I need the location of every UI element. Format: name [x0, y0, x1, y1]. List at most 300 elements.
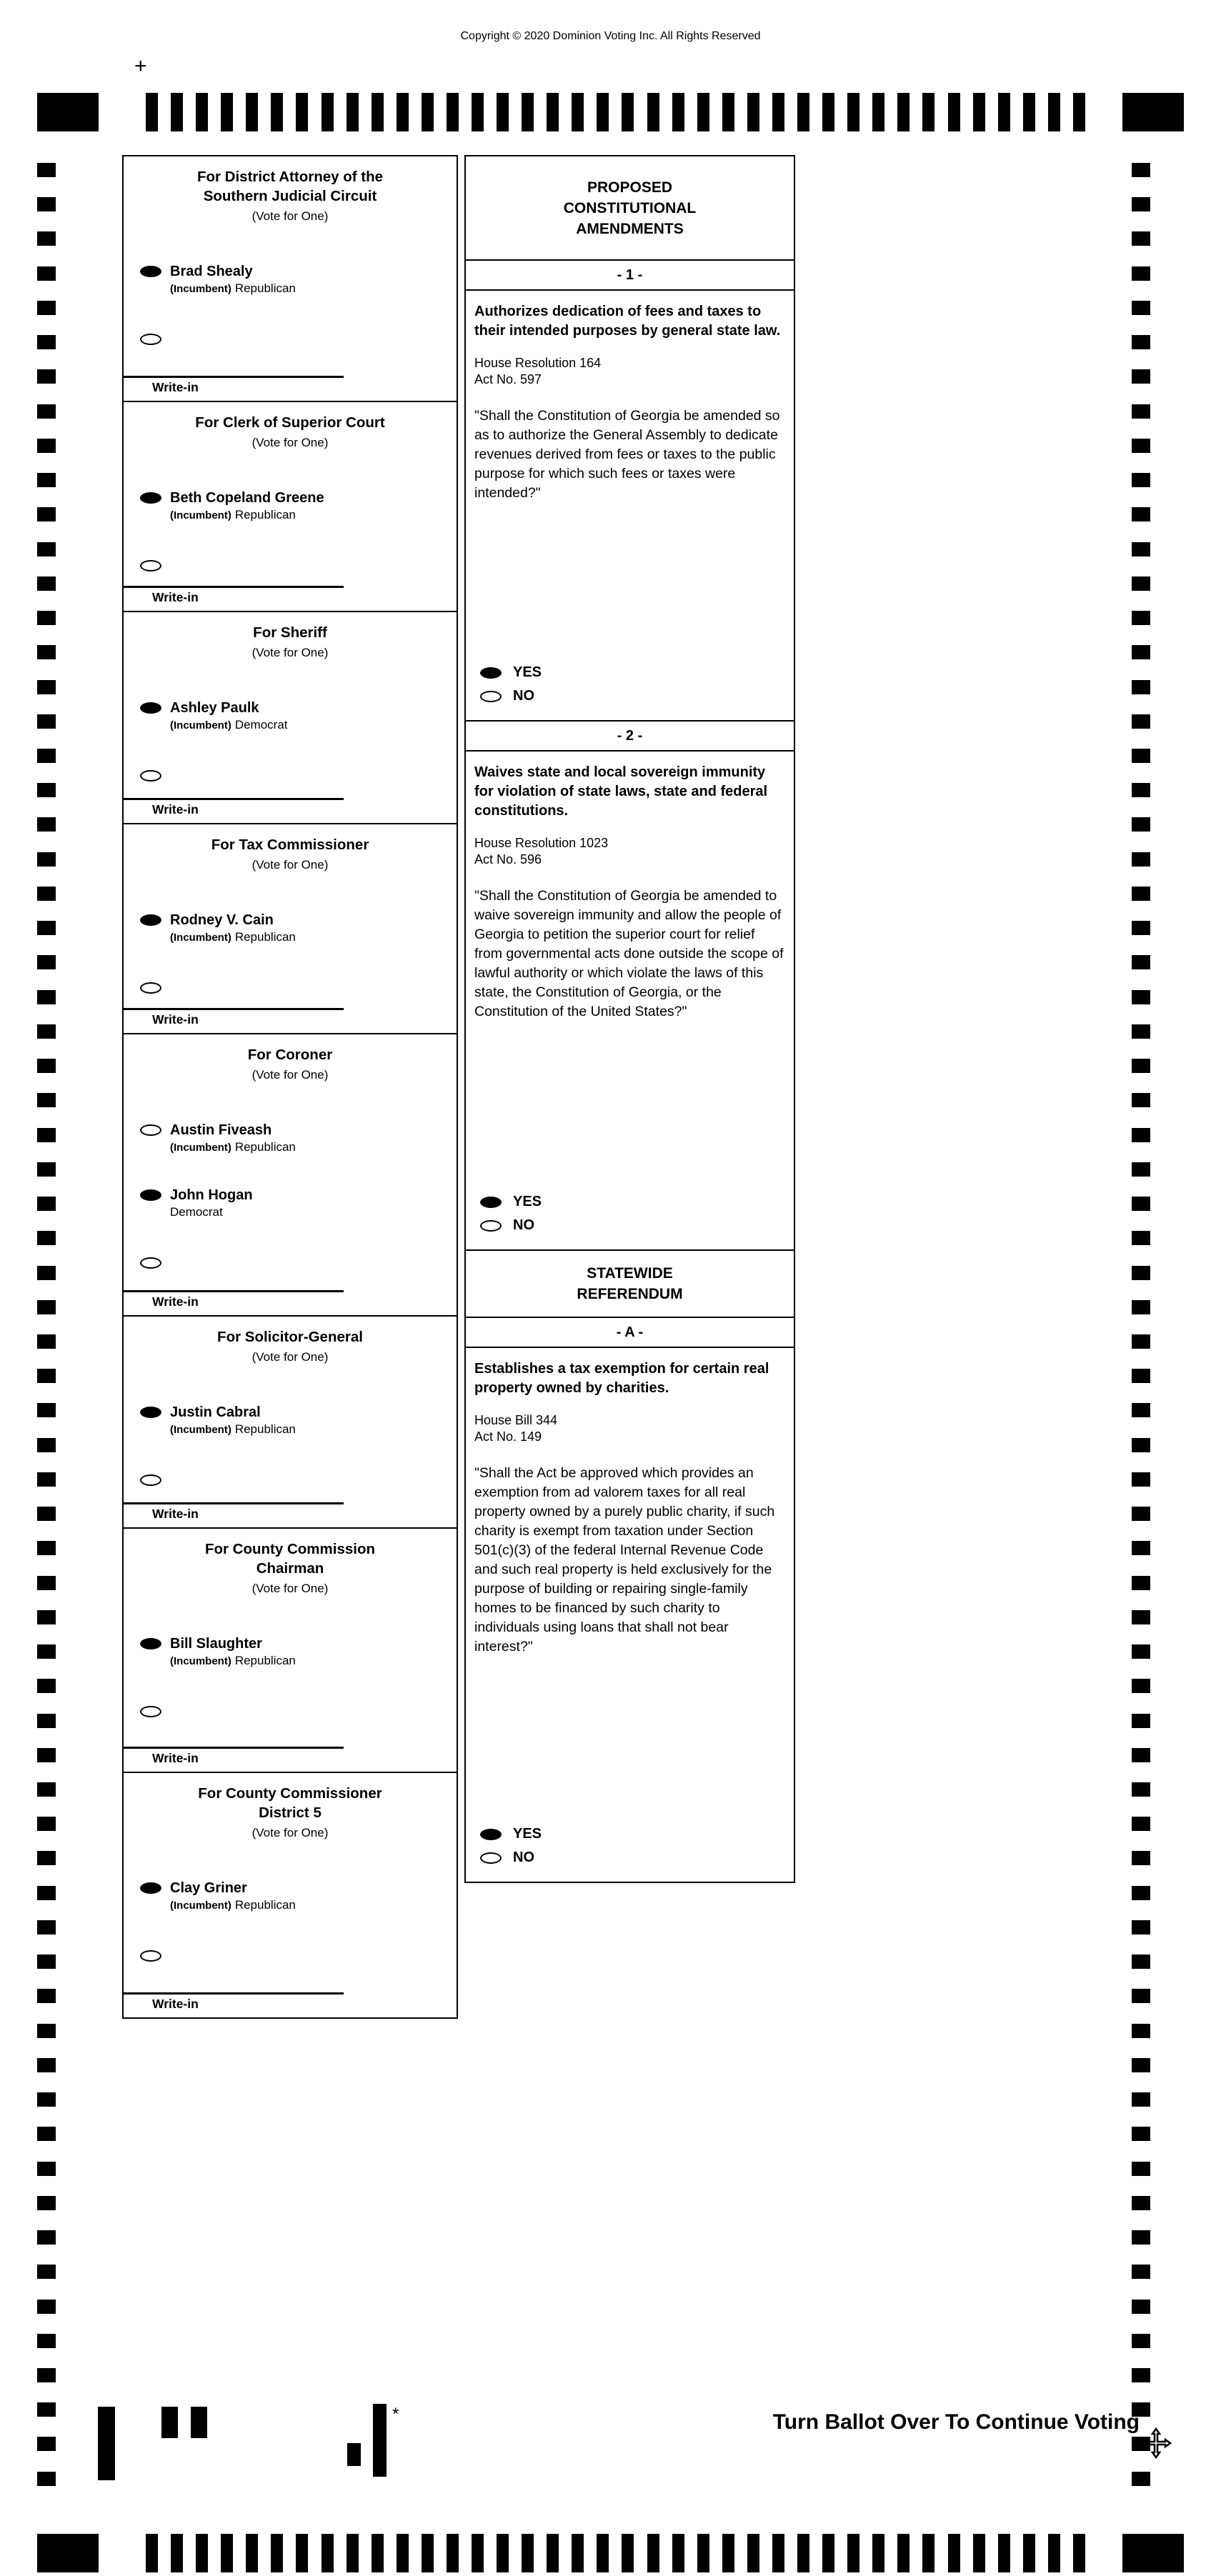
timing-mark — [37, 2024, 56, 2038]
timing-mark — [872, 2534, 884, 2572]
timing-mark — [37, 2472, 56, 2486]
timing-mark — [1132, 2196, 1150, 2210]
candidate-name: Brad Shealy — [170, 264, 253, 279]
timing-mark — [37, 1334, 56, 1349]
timing-mark — [146, 2534, 158, 2572]
vote-for-instruction: (Vote for One) — [251, 436, 329, 449]
timing-mark — [1132, 1886, 1150, 1900]
contest-title: For District Attorney of the — [196, 169, 384, 185]
timing-mark — [1132, 301, 1150, 315]
write-in-label: Write-in — [152, 802, 199, 817]
write-in-bubble[interactable] — [140, 982, 161, 994]
measure-number: - 1 - — [466, 261, 794, 291]
vote-for-instruction: (Vote for One) — [251, 1582, 329, 1595]
timing-mark — [1132, 507, 1150, 521]
timing-mark — [1132, 1507, 1150, 1521]
timing-mark — [897, 2534, 909, 2572]
timing-mark — [37, 2300, 56, 2314]
contest — [122, 1772, 458, 2019]
section-header-line: AMENDMENTS — [576, 220, 684, 237]
timing-mark — [37, 887, 56, 901]
timing-corner-block — [1122, 93, 1184, 131]
timing-mark — [37, 1817, 56, 1831]
contest-header — [124, 1529, 457, 1596]
section-header-line: CONSTITUTIONAL — [563, 199, 697, 216]
timing-mark — [572, 93, 584, 131]
timing-mark — [1132, 369, 1150, 384]
timing-mark — [1132, 473, 1150, 487]
timing-mark — [772, 93, 784, 131]
party-label: Republican — [234, 1654, 296, 1667]
timing-mark — [1132, 1093, 1150, 1107]
timing-mark — [1132, 645, 1150, 659]
timing-mark — [37, 231, 56, 246]
timing-mark — [146, 93, 158, 131]
timing-mark — [37, 1955, 56, 1969]
right-timing-column — [1132, 163, 1150, 2486]
timing-mark — [1132, 680, 1150, 694]
contest-header — [124, 612, 457, 660]
timing-mark — [647, 93, 659, 131]
timing-mark — [271, 2534, 283, 2572]
timing-mark — [622, 93, 634, 131]
candidate-detail — [170, 1898, 296, 1912]
timing-mark — [246, 93, 258, 131]
contest-header — [124, 1773, 457, 1840]
timing-mark — [822, 2534, 834, 2572]
timing-mark — [37, 2127, 56, 2141]
timing-mark — [847, 93, 859, 131]
option-label: NO — [513, 688, 534, 704]
timing-mark — [246, 2534, 258, 2572]
vote-for-instruction: (Vote for One) — [251, 1826, 329, 1839]
contest-header — [124, 156, 457, 224]
timing-mark — [171, 93, 183, 131]
candidate-name: Austin Fiveash — [170, 1122, 272, 1138]
vote-for-instruction: (Vote for One) — [251, 858, 329, 872]
candidate-text — [170, 1636, 296, 1668]
timing-mark — [1132, 404, 1150, 419]
top-timing-bars — [146, 93, 1085, 131]
timing-mark — [622, 2534, 634, 2572]
vote-bubble-filled[interactable] — [480, 1829, 502, 1840]
timing-mark — [1132, 611, 1150, 625]
copyright-notice: Copyright © 2020 Dominion Voting Inc. All Rights Reserved — [460, 30, 761, 42]
vote-bubble-filled[interactable] — [140, 914, 161, 926]
measure-summary: Establishes a tax exemption for certain real property owned by charities. — [474, 1361, 769, 1396]
measure-question: "Shall the Constitution of Georgia be amended so as to authorize the General Assembly to dedicate revenues derived from fees or taxes to the public purpose for which such fees or taxes were intended?" — [474, 408, 780, 501]
timing-mark — [37, 680, 56, 694]
timing-mark — [472, 93, 484, 131]
timing-mark — [1132, 1541, 1150, 1555]
option-label: NO — [513, 1849, 534, 1865]
measure-option — [466, 1826, 794, 1842]
ballot-measure — [464, 1317, 795, 1883]
ballot-code-mark — [161, 2407, 178, 2438]
timing-mark — [1132, 2334, 1150, 2348]
timing-mark — [37, 2402, 56, 2417]
timing-mark — [37, 507, 56, 521]
timing-mark — [37, 2230, 56, 2245]
measure-reference-line: House Resolution 1023 — [474, 836, 609, 850]
candidate-option — [124, 1636, 457, 1668]
timing-mark — [37, 2368, 56, 2382]
timing-mark — [322, 93, 334, 131]
timing-mark — [1132, 783, 1150, 797]
registration-plus-mark: + — [134, 54, 147, 78]
write-in-option — [124, 331, 457, 349]
write-in-option — [124, 558, 457, 575]
measure-option — [466, 688, 794, 704]
measure-reference-line: House Resolution 164 — [474, 356, 602, 370]
vote-bubble-empty[interactable] — [480, 691, 502, 702]
contest-title: For Clerk of Superior Court — [195, 414, 385, 431]
timing-mark — [37, 1059, 56, 1073]
timing-mark — [1132, 1679, 1150, 1693]
measures-column — [464, 155, 795, 1883]
contest — [122, 611, 458, 824]
timing-mark — [1132, 2300, 1150, 2314]
timing-mark — [1132, 1644, 1150, 1659]
bottom-timing-row — [37, 2534, 1184, 2572]
timing-mark — [37, 1231, 56, 1245]
vote-bubble-empty[interactable] — [140, 1124, 161, 1136]
timing-mark — [37, 1507, 56, 1521]
timing-mark — [37, 335, 56, 349]
vote-bubble-filled[interactable] — [140, 1638, 161, 1649]
candidate-detail — [170, 281, 296, 296]
measures-section-header — [464, 155, 795, 261]
timing-mark — [1132, 852, 1150, 867]
write-in-block — [124, 1290, 457, 1315]
write-in-option — [124, 1948, 457, 1965]
timing-mark — [37, 1300, 56, 1314]
write-in-label: Write-in — [152, 380, 199, 394]
timing-mark — [1073, 2534, 1085, 2572]
timing-mark — [872, 93, 884, 131]
candidate-option — [124, 1187, 457, 1219]
measure-summary: Authorizes dedication of fees and taxes to their intended purposes by general state law. — [474, 304, 781, 339]
vote-bubble-filled[interactable] — [480, 1197, 502, 1208]
candidate-option — [124, 1122, 457, 1154]
ballot-measure — [464, 259, 795, 722]
write-in-option — [124, 1472, 457, 1489]
timing-mark — [37, 1472, 56, 1487]
ballot-code-mark — [191, 2407, 207, 2438]
timing-mark — [37, 163, 56, 177]
write-in-bubble[interactable] — [140, 1706, 161, 1717]
timing-mark — [37, 2162, 56, 2176]
party-label: Republican — [234, 1140, 296, 1154]
measure-option — [466, 1194, 794, 1210]
vote-for-instruction: (Vote for One) — [251, 646, 329, 659]
ballot-code-mark — [347, 2443, 361, 2466]
timing-mark — [722, 93, 734, 131]
timing-mark — [1132, 266, 1150, 281]
timing-mark — [37, 1748, 56, 1762]
candidate-name: Rodney V. Cain — [170, 912, 274, 928]
timing-mark — [37, 1438, 56, 1452]
timing-mark — [1132, 1334, 1150, 1349]
contest-title: Chairman — [256, 1560, 324, 1577]
incumbent-label: (Incumbent) — [170, 932, 231, 944]
vote-for-instruction: (Vote for One) — [251, 1350, 329, 1364]
timing-mark — [347, 93, 359, 131]
candidate-option — [124, 1404, 457, 1437]
write-in-block — [124, 1502, 457, 1527]
timing-mark — [1132, 1817, 1150, 1831]
timing-mark — [1132, 1300, 1150, 1314]
ballot-code-mark — [373, 2404, 387, 2477]
candidate-text — [170, 1880, 296, 1912]
write-in-block — [124, 1747, 457, 1772]
measure-references — [466, 341, 794, 388]
timing-mark — [1132, 2472, 1150, 2486]
candidate-detail — [170, 1654, 296, 1668]
incumbent-label: (Incumbent) — [170, 283, 231, 295]
write-in-block — [124, 1008, 457, 1033]
vote-bubble-filled[interactable] — [140, 492, 161, 504]
timing-mark — [37, 783, 56, 797]
incumbent-label: (Incumbent) — [170, 1655, 231, 1667]
candidate-text — [170, 264, 296, 296]
timing-mark — [37, 1989, 56, 2003]
vote-bubble-empty[interactable] — [480, 1220, 502, 1232]
measure-reference-line: Act No. 596 — [474, 852, 542, 867]
timing-mark — [1132, 749, 1150, 763]
timing-mark — [37, 1886, 56, 1900]
contest — [122, 155, 458, 402]
timing-mark — [772, 2534, 784, 2572]
write-in-label: Write-in — [152, 1751, 199, 1765]
timing-mark — [1132, 1576, 1150, 1590]
timing-mark — [797, 2534, 809, 2572]
write-in-bubble[interactable] — [140, 334, 161, 345]
timing-mark — [973, 2534, 985, 2572]
contest-title: For County Commission — [204, 1541, 376, 1557]
timing-mark — [1132, 1162, 1150, 1177]
timing-mark — [1048, 93, 1060, 131]
timing-mark — [522, 93, 534, 131]
timing-mark — [37, 1714, 56, 1728]
contest-title: For County Commissioner — [198, 1785, 382, 1802]
timing-mark — [1132, 231, 1150, 246]
vote-bubble-filled[interactable] — [480, 667, 502, 679]
timing-mark — [422, 93, 434, 131]
timing-mark — [1132, 1782, 1150, 1797]
candidate-detail — [170, 508, 324, 522]
timing-mark — [1132, 197, 1150, 211]
write-in-option — [124, 1704, 457, 1721]
timing-mark — [37, 1920, 56, 1935]
timing-mark — [37, 1162, 56, 1177]
write-in-bubble[interactable] — [140, 770, 161, 782]
timing-mark — [1132, 1266, 1150, 1280]
timing-mark — [1132, 2162, 1150, 2176]
incumbent-label: (Incumbent) — [170, 1142, 231, 1154]
timing-mark — [1132, 921, 1150, 935]
timing-mark — [547, 93, 559, 131]
candidate-text — [170, 912, 296, 944]
timing-mark — [37, 1851, 56, 1865]
contest-header — [124, 1317, 457, 1364]
timing-mark — [221, 93, 233, 131]
candidate-detail — [170, 1205, 253, 1219]
timing-mark — [1132, 887, 1150, 901]
timing-mark — [1132, 1472, 1150, 1487]
timing-mark — [37, 2334, 56, 2348]
timing-mark — [1132, 2127, 1150, 2141]
timing-mark — [221, 2534, 233, 2572]
vote-bubble-empty[interactable] — [480, 1852, 502, 1864]
measure-reference-line: Act No. 149 — [474, 1429, 542, 1444]
vote-bubble-filled[interactable] — [140, 1189, 161, 1201]
timing-mark — [597, 93, 609, 131]
timing-mark — [922, 2534, 935, 2572]
timing-mark — [1132, 163, 1150, 177]
vote-bubble-filled[interactable] — [140, 266, 161, 277]
measure-number: - 2 - — [466, 722, 794, 752]
candidate-option — [124, 912, 457, 944]
candidate-name: Bill Slaughter — [170, 1636, 262, 1652]
timing-mark — [1132, 2092, 1150, 2107]
timing-mark — [1132, 1714, 1150, 1728]
ballot-code-asterisk: * — [392, 2405, 399, 2424]
option-label: YES — [513, 1194, 542, 1209]
measure-question: "Shall the Constitution of Georgia be amended to waive sovereign immunity and allow the people of Georgia to petition the superior court for relief from governmental acts done outside the scope of lawful authority or which violate the laws of this state, the Constitution of Georgia, or the Constitution of the United States?" — [474, 888, 784, 1019]
timing-mark — [1073, 93, 1085, 131]
timing-mark — [522, 2534, 534, 2572]
timing-mark — [747, 2534, 759, 2572]
contest-header — [124, 824, 457, 872]
candidate-name: Beth Copeland Greene — [170, 490, 324, 506]
ballot-code-mark — [98, 2407, 115, 2480]
timing-mark — [37, 576, 56, 591]
timing-mark — [37, 1024, 56, 1039]
contest — [122, 401, 458, 612]
timing-mark — [1132, 542, 1150, 556]
section-header-line: PROPOSED — [587, 179, 673, 196]
timing-mark — [747, 93, 759, 131]
timing-mark — [948, 2534, 960, 2572]
section-header-line: STATEWIDE — [587, 1265, 673, 1282]
timing-mark — [37, 645, 56, 659]
timing-mark — [196, 2534, 208, 2572]
timing-mark — [296, 93, 308, 131]
timing-mark — [497, 2534, 509, 2572]
timing-mark — [37, 1266, 56, 1280]
timing-mark — [1023, 2534, 1035, 2572]
timing-mark — [37, 301, 56, 315]
timing-mark — [897, 93, 909, 131]
candidate-text — [170, 1187, 253, 1219]
timing-mark — [37, 404, 56, 419]
contest-header — [124, 1034, 457, 1082]
timing-mark — [1132, 1231, 1150, 1245]
write-in-bubble[interactable] — [140, 560, 161, 571]
timing-mark — [672, 2534, 684, 2572]
write-in-option — [124, 980, 457, 997]
timing-mark — [1132, 1955, 1150, 1969]
timing-mark — [572, 2534, 584, 2572]
candidate-name: Justin Cabral — [170, 1404, 261, 1420]
registration-crosshair-icon — [1140, 2427, 1172, 2459]
timing-mark — [37, 1369, 56, 1383]
measure-option — [466, 1849, 794, 1866]
timing-mark — [37, 1197, 56, 1211]
vote-bubble-filled[interactable] — [140, 702, 161, 714]
write-in-block — [124, 586, 457, 611]
candidate-text — [170, 1404, 296, 1437]
timing-mark — [37, 2196, 56, 2210]
section-header-line: REFERENDUM — [577, 1286, 683, 1302]
timing-mark — [672, 93, 684, 131]
timing-mark — [472, 2534, 484, 2572]
timing-mark — [37, 852, 56, 867]
party-label: Republican — [234, 930, 296, 944]
timing-mark — [948, 93, 960, 131]
timing-mark — [37, 1576, 56, 1590]
timing-mark — [647, 2534, 659, 2572]
write-in-label: Write-in — [152, 1012, 199, 1027]
timing-mark — [37, 1093, 56, 1107]
measure-summary: Waives state and local sovereign immunity for violation of state laws, state and federal constitutions. — [474, 764, 768, 819]
candidate-detail — [170, 1140, 296, 1154]
timing-mark — [597, 2534, 609, 2572]
timing-mark — [1132, 1059, 1150, 1073]
timing-mark — [37, 1541, 56, 1555]
ballot-measure — [464, 720, 795, 1251]
vote-bubble-filled[interactable] — [140, 1882, 161, 1894]
timing-mark — [37, 2092, 56, 2107]
write-in-bubble[interactable] — [140, 1950, 161, 1962]
timing-mark — [1132, 1610, 1150, 1624]
write-in-label: Write-in — [152, 1507, 199, 1521]
timing-mark — [1132, 817, 1150, 832]
turn-ballot-over-text: Turn Ballot Over To Continue Voting — [772, 2410, 1140, 2434]
timing-mark — [37, 197, 56, 211]
timing-mark — [998, 2534, 1010, 2572]
timing-mark — [1132, 2230, 1150, 2245]
vote-bubble-filled[interactable] — [140, 1407, 161, 1418]
measure-question: "Shall the Act be approved which provides an exemption from ad valorem taxes for all real property owned by a purely public charity, if such charity is exempt from taxation under Section 501(c)(3) of the federal Internal Revenue Code and such real property is held exclusively for the purpose of building or repairing single-family homes to be financed by such charity to individuals using loans that shall not bear interest?" — [474, 1465, 775, 1654]
party-label: Republican — [234, 1898, 296, 1912]
timing-mark — [171, 2534, 183, 2572]
timing-mark — [1132, 990, 1150, 1004]
candidate-name: John Hogan — [170, 1187, 253, 1203]
contest-title: For Solicitor-General — [217, 1329, 363, 1345]
timing-mark — [447, 93, 459, 131]
measures-section-header — [464, 1249, 795, 1318]
write-in-bubble[interactable] — [140, 1474, 161, 1486]
contest-title: For Tax Commissioner — [211, 837, 369, 853]
left-timing-column — [37, 163, 56, 2486]
timing-mark — [1132, 1989, 1150, 2003]
contests-column — [122, 155, 458, 2019]
write-in-bubble[interactable] — [140, 1257, 161, 1269]
measure-reference-line: House Bill 344 — [474, 1413, 558, 1427]
timing-mark — [37, 714, 56, 729]
timing-mark — [37, 266, 56, 281]
timing-mark — [37, 1782, 56, 1797]
timing-mark — [37, 2058, 56, 2072]
timing-mark — [422, 2534, 434, 2572]
contest-title: District 5 — [259, 1804, 322, 1821]
contest — [122, 1527, 458, 1773]
timing-mark — [1132, 439, 1150, 453]
timing-mark — [372, 93, 384, 131]
candidate-detail — [170, 930, 296, 944]
